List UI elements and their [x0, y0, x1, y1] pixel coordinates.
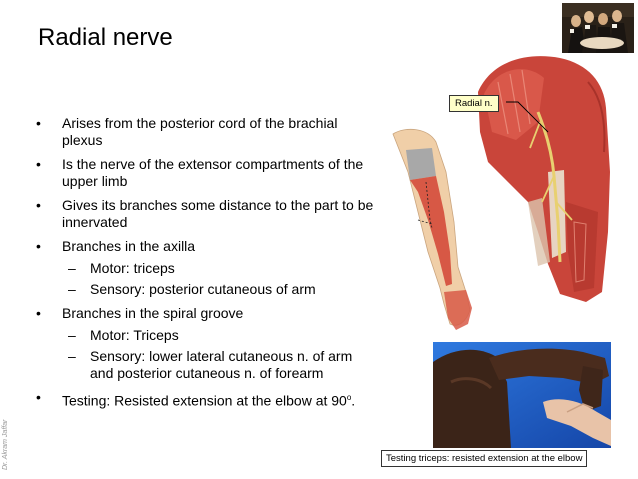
sub-bullet-text: Motor: triceps	[90, 260, 175, 276]
bullet-item	[30, 197, 375, 231]
slide-title: Radial nerve	[38, 24, 173, 51]
sub-bullet-item	[30, 348, 375, 382]
bullet-text: Branches in the spiral groove	[62, 305, 244, 321]
bullet-marker: •	[36, 156, 41, 172]
bullet-marker: •	[36, 389, 41, 405]
degree-sign: o	[346, 393, 352, 402]
radial-nerve-label: Radial n.	[449, 95, 499, 112]
dash-marker: –	[68, 260, 76, 276]
anatomy-illustration	[388, 52, 613, 342]
bullet-text: Branches in the axilla	[62, 238, 196, 254]
sub-bullet-item	[30, 327, 375, 344]
dash-marker: –	[68, 327, 76, 343]
bullet-text: Is the nerve of the extensor compartments of the upper limb	[62, 156, 364, 189]
bullet-item	[30, 389, 375, 410]
dash-marker: –	[68, 348, 76, 364]
bullet-item	[30, 156, 375, 190]
bullet-marker: •	[36, 197, 41, 213]
bullet-marker: •	[36, 115, 41, 131]
author-watermark: Dr. Akram Jaffar	[2, 419, 9, 470]
dash-marker: –	[68, 281, 76, 297]
bullet-list	[30, 115, 375, 416]
triceps-test-photo	[433, 342, 611, 448]
bullet-end: .	[351, 392, 356, 409]
photo-caption: Testing triceps: resisted extension at the elbow	[381, 450, 587, 467]
bullet-item	[30, 305, 375, 322]
thumbnail-painting	[562, 3, 634, 53]
bullet-text: Gives its branches some distance to the part to be innervated	[62, 197, 374, 230]
sub-bullet-text: Motor: Triceps	[90, 327, 179, 343]
sub-bullet-item	[30, 281, 375, 298]
sub-bullet-text: Sensory: posterior cutaneous of arm	[90, 281, 316, 297]
bullet-marker: •	[36, 305, 41, 321]
bullet-text: Testing: Resisted extension at the elbow at 90	[62, 392, 347, 409]
sub-bullet-item	[30, 260, 375, 277]
bullet-marker: •	[36, 238, 41, 254]
bullet-item	[30, 115, 375, 149]
bullet-text: Arises from the posterior cord of the brachial plexus	[62, 115, 338, 148]
bullet-item	[30, 238, 375, 255]
sub-bullet-text: Sensory: lower lateral cutaneous n. of arm and posterior cutaneous n. of forearm	[90, 348, 353, 381]
